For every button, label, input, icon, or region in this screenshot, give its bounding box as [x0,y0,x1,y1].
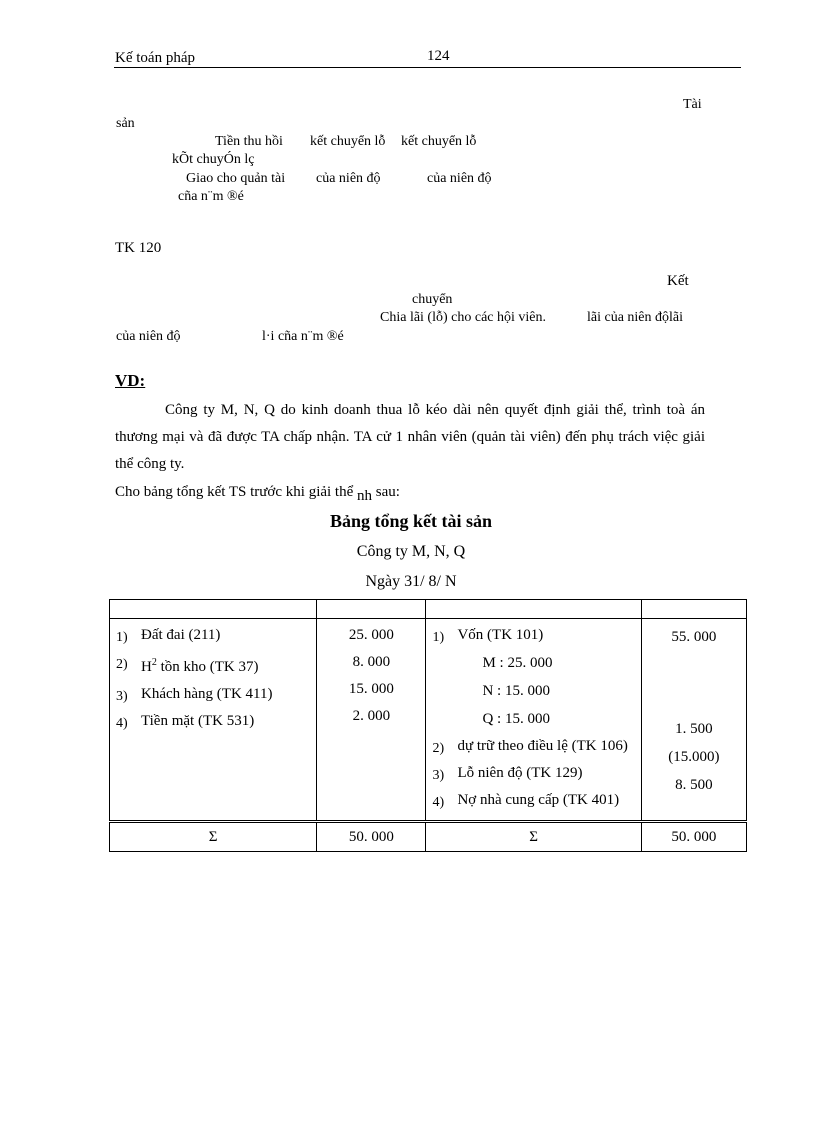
liability-label: dự trữ theo điều lệ (TK 106) [457,738,628,754]
liability-label: Lỗ niên độ (TK 129) [457,765,583,781]
intro-sentence [115,484,400,504]
liability-label: Vốn (TK 101) [457,627,544,643]
intro-sentence-nh: nh [357,488,373,504]
asset-value: 15. 000 [348,681,394,697]
asset-item [110,622,316,649]
asset-label: Đất đai (211) [141,627,221,643]
asset-number: 1) [116,630,128,645]
table-body-row [110,619,747,822]
example-paragraph: Công ty M, N, Q do kinh doanh thua lỗ kéo dài nên quyết định giải thể, trình toà án thương mại và đã được TA chấp nhận. TA cử 1 nhân viên (quản tài viên) đến phụ trách việc giải thể công ty. [115,402,705,472]
vd-heading: VD: [115,371,146,390]
capital-share-q: Q : 15. 000 [482,711,550,727]
diagram1-col-a-line3: Giao cho quản tài [186,171,286,186]
liability-item [426,787,640,814]
page-number: 124 [427,48,450,64]
intro-sentence-c: sau: [375,484,400,500]
liability-number: 3) [432,768,445,783]
table-total-row [110,822,747,852]
asset-number: 2) [116,657,128,672]
table-title: Bảng tổng kết tài sản [329,511,493,531]
diagram1-col-b-line1: kết chuyển lỗ [310,134,386,149]
capital-share-m: M : 25. 000 [482,655,553,671]
header-cell-liabilities [426,600,641,619]
capital-share-n: N : 15. 000 [482,683,550,699]
balance-date: Ngày 31/ 8/ N [365,573,457,590]
liability-item [426,622,640,649]
assets-values-cell [317,619,426,822]
liabilities-list-2 [426,733,640,820]
liabilities-list [426,619,640,649]
asset-value: 8. 000 [352,654,391,670]
diagram1-col-b-line3: của niên độ [316,171,381,186]
diagram2-left-bottom: của niên độ [116,329,181,344]
assets-sigma: Σ [110,822,317,852]
liability-label: Nợ nhà cung cấp (TK 401) [457,792,620,808]
intro-sentence-a: Cho bảng tổng kết TS trước khi giải thể [115,484,354,500]
liability-value-capital: 55. 000 [671,629,717,645]
diagram2-right-top: Kết [667,273,689,289]
diagram1-col-a-line4: cña n¨m ®é [178,189,244,204]
diagram1-col-c-line3: của niên độ [427,171,492,186]
diagram1-asset-right: Tài [683,97,702,112]
spacer [642,651,746,715]
asset-value: 2. 000 [352,708,391,724]
liability-value: (15.000) [668,749,720,765]
liabilities-total: 50. 000 [641,822,746,852]
liability-item [426,733,640,760]
diagram2-mid-bottom: l·i cña n¨m ®é [262,329,344,344]
asset-item [110,681,316,708]
balance-sheet-table [109,599,747,852]
assets-total: 50. 000 [317,822,426,852]
header-cell-liabilities-value [641,600,746,619]
liability-number: 1) [432,630,445,645]
asset-number: 3) [116,689,128,704]
diagram1-col-a-line2: kÕt chuyÓn lç [172,152,255,167]
asset-number: 4) [116,716,128,731]
asset-item [110,649,316,681]
asset-item [110,708,316,735]
liabilities-sigma: Σ [426,822,641,852]
liability-item [426,760,640,787]
asset-label-post: tồn kho (TK 37) [156,659,259,675]
assets-cell [110,619,317,822]
header-rule [114,67,741,68]
table-header-row [110,600,747,619]
liability-value: 8. 500 [675,777,713,793]
diagram1-col-a-line1: Tiền thu hồi [215,134,283,149]
liability-number: 2) [432,741,445,756]
diagram2-mid: chuyển [412,292,453,307]
header-cell-assets-value [317,600,426,619]
company-name: Công ty M, N, Q [356,543,466,560]
liability-number: 4) [432,795,445,810]
diagram1-col-c-line1: kết chuyển lỗ [401,134,477,149]
asset-label: Khách hàng (TK 411) [141,686,273,702]
asset-value: 25. 000 [348,627,394,643]
header-left: Kế toán pháp [115,50,195,66]
asset-label-sup: 2 [151,657,157,668]
assets-list [110,619,316,735]
liabilities-values-cell [641,619,746,822]
account-label: TK 120 [115,240,162,256]
diagram2-chia-lai: Chia lãi (lỗ) cho các hội viên. [380,310,546,325]
header-cell-assets [110,600,317,619]
asset-label-pre: H [141,659,152,675]
liabilities-cell [426,619,641,822]
liability-value: 1. 500 [675,721,713,737]
diagram2-lai-cua: lãi của niên độlãi [587,310,684,325]
asset-label: Tiền mặt (TK 531) [141,713,255,729]
diagram1-asset-left: sản [116,116,135,131]
